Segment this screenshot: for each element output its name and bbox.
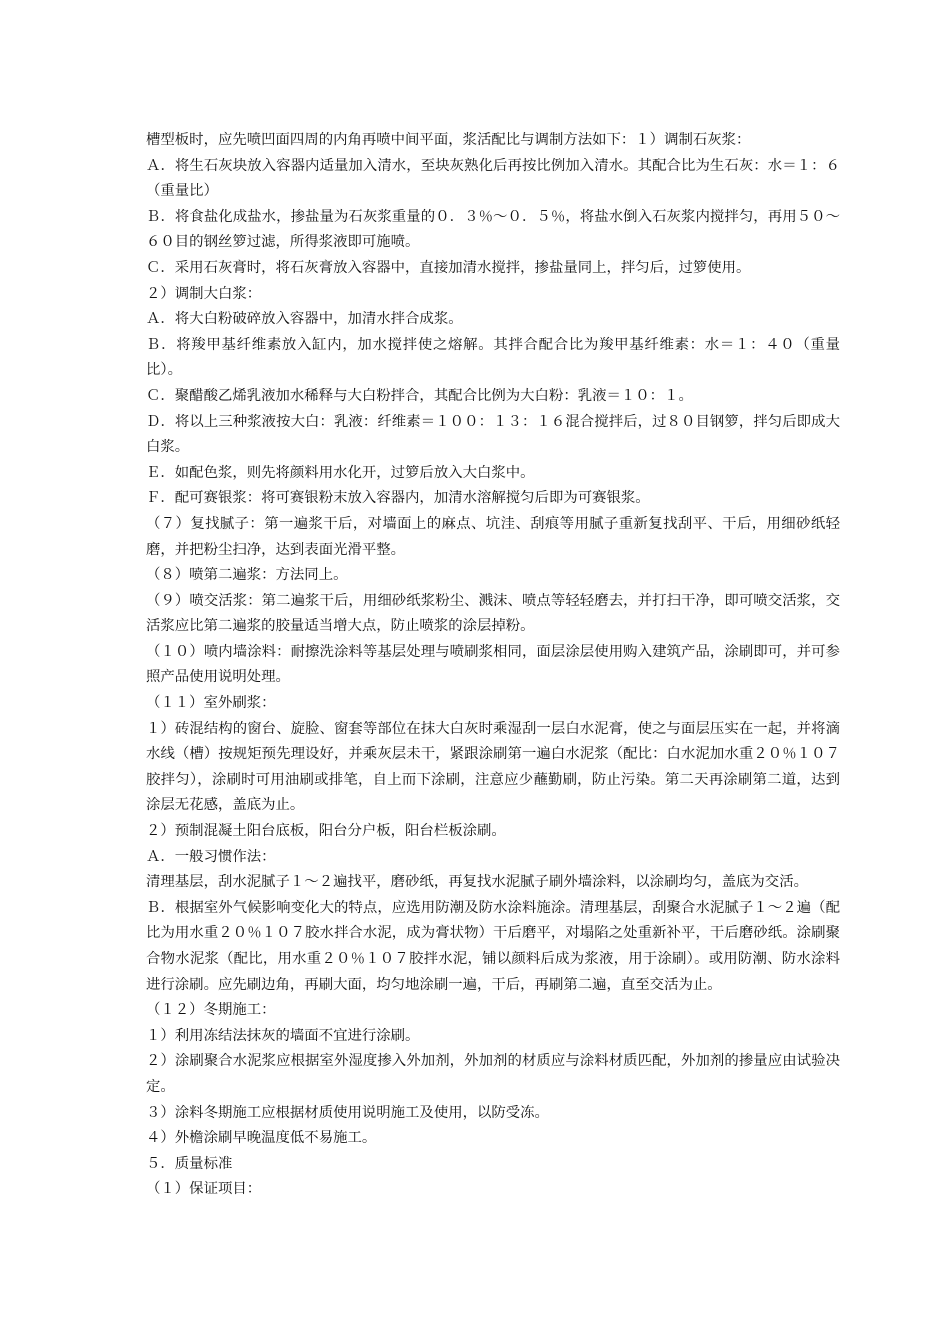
paragraph: ４）外檐涂刷早晚温度低不易施工。 — [146, 1130, 377, 1147]
paragraph: Ｅ．如配色浆，则先将颜料用水化开，过箩后放入大白浆中。 — [146, 464, 535, 481]
paragraph: Ｃ．采用石灰膏时，将石灰膏放入容器中，直接加清水搅拌，掺盐量同上，拌匀后，过箩使用。 — [146, 259, 751, 276]
paragraph: （１１）室外刷浆： — [146, 695, 276, 712]
paragraph: （８）喷第二遍浆：方法同上。 — [146, 567, 348, 584]
paragraph: Ｂ．将羧甲基纤维素放入缸内，加水搅拌使之熔解。其拌合配合比为羧甲基纤维素：水＝１：４０（重量比）。 — [146, 336, 840, 379]
paragraph: Ａ．一般习惯作法： — [146, 848, 276, 865]
paragraph: Ａ．将生石灰块放入容器内适量加入清水，至块灰熟化后再按比例加入清水。其配合比为生石灰：水＝１：６（重量比） — [146, 157, 840, 200]
paragraph: （７）复找腻子：第一遍浆干后，对墙面上的麻点、坑洼、刮痕等用腻子重新复找刮平、干后，用细砂纸轻磨，并把粉尘扫净，达到表面光滑平整。 — [146, 515, 840, 558]
section-heading: ５．质量标准 — [146, 1155, 233, 1172]
paragraph: 槽型板时，应先喷凹面四周的内角再喷中间平面，浆活配比与调制方法如下：１）调制石灰浆： — [146, 132, 751, 148]
paragraph: ２）预制混凝土阳台底板，阳台分户板，阳台栏板涂刷。 — [146, 823, 506, 840]
paragraph: Ｂ．将食盐化成盐水，掺盐量为石灰浆重量的０．３％～０．５％，将盐水倒入石灰浆内搅拌匀，再用５０～６０目的钢丝箩过滤，所得浆液即可施喷。 — [146, 208, 840, 251]
paragraph: ２）调制大白浆： — [146, 285, 262, 302]
paragraph: （１２）冬期施工： — [146, 1002, 276, 1019]
paragraph: 清理基层，刮水泥腻子１～２遍找平，磨砂纸，再复找水泥腻子刷外墙涂料，以涂刷均匀，盖底为交活。 — [146, 874, 808, 891]
paragraph: ３）涂料冬期施工应根据材质使用说明施工及使用，以防受冻。 — [146, 1104, 549, 1121]
paragraph: Ｃ．聚醋酸乙烯乳液加水稀释与大白粉拌合，其配合比例为大白粉：乳液＝１０：１。 — [146, 387, 693, 404]
document-body — [146, 128, 840, 1203]
paragraph: １）利用冻结法抹灰的墙面不宜进行涂刷。 — [146, 1027, 420, 1044]
paragraph: Ｄ．将以上三种浆液按大白：乳液：纤维素＝１００：１３：１６混合搅拌后，过８０目钢箩，拌匀后即成大白浆。 — [146, 413, 840, 456]
paragraph: １）砖混结构的窗台、旋脸、窗套等部位在抹大白灰时乘湿刮一层白水泥膏，使之与面层压实在一起，并将滴水线（槽）按规矩预先理设好，并乘灰层未干，紧跟涂刷第一遍白水泥浆（配比：白水泥加水重２０％１０７胶拌匀），涂刷时可用油刷或排笔，自上而下涂刷，注意应少蘸勤刷，防止污染。第二天再涂刷第二道，达到涂层无花感，盖底为止。 — [146, 720, 840, 814]
paragraph: （１０）喷内墙涂料：耐擦洗涂料等基层处理与喷刷浆相同，面层涂层使用购入建筑产品，涂刷即可，并可参照产品使用说明处理。 — [146, 643, 840, 686]
paragraph: Ｆ．配可赛银浆：将可赛银粉末放入容器内，加清水溶解搅匀后即为可赛银浆。 — [146, 490, 650, 507]
paragraph: Ａ．将大白粉破碎放入容器中，加清水拌合成浆。 — [146, 311, 463, 328]
paragraph: ２）涂刷聚合水泥浆应根据室外湿度掺入外加剂，外加剂的材质应与涂料材质匹配，外加剂的掺量应由试验决定。 — [146, 1053, 840, 1095]
paragraph: （９）喷交活浆：第二遍浆干后，用细砂纸浆粉尘、溅沫、喷点等轻轻磨去，并打扫干净，即可喷交活浆，交活浆应比第二遍浆的胶量适当增大点，防止喷浆的涂层掉粉。 — [146, 592, 840, 635]
paragraph: Ｂ．根据室外气候影响变化大的特点，应选用防潮及防水涂料施涂。清理基层，刮聚合水泥腻子１～２遍（配比为用水重２０％１０７胶水拌合水泥，成为膏状物）干后磨平，对塌陷之处重新补平，干后磨砂纸。涂刷聚合物水泥浆（配比，用水重２０％１０７胶拌水泥，铺以颜料后成为浆液，用于涂刷）。或用防潮、防水涂料进行涂刷。应先刷边角，再刷大面，均匀地涂刷一遍，干后，再刷第二遍，直至交活为止。 — [146, 899, 840, 993]
paragraph: （１）保证项目： — [146, 1181, 262, 1198]
